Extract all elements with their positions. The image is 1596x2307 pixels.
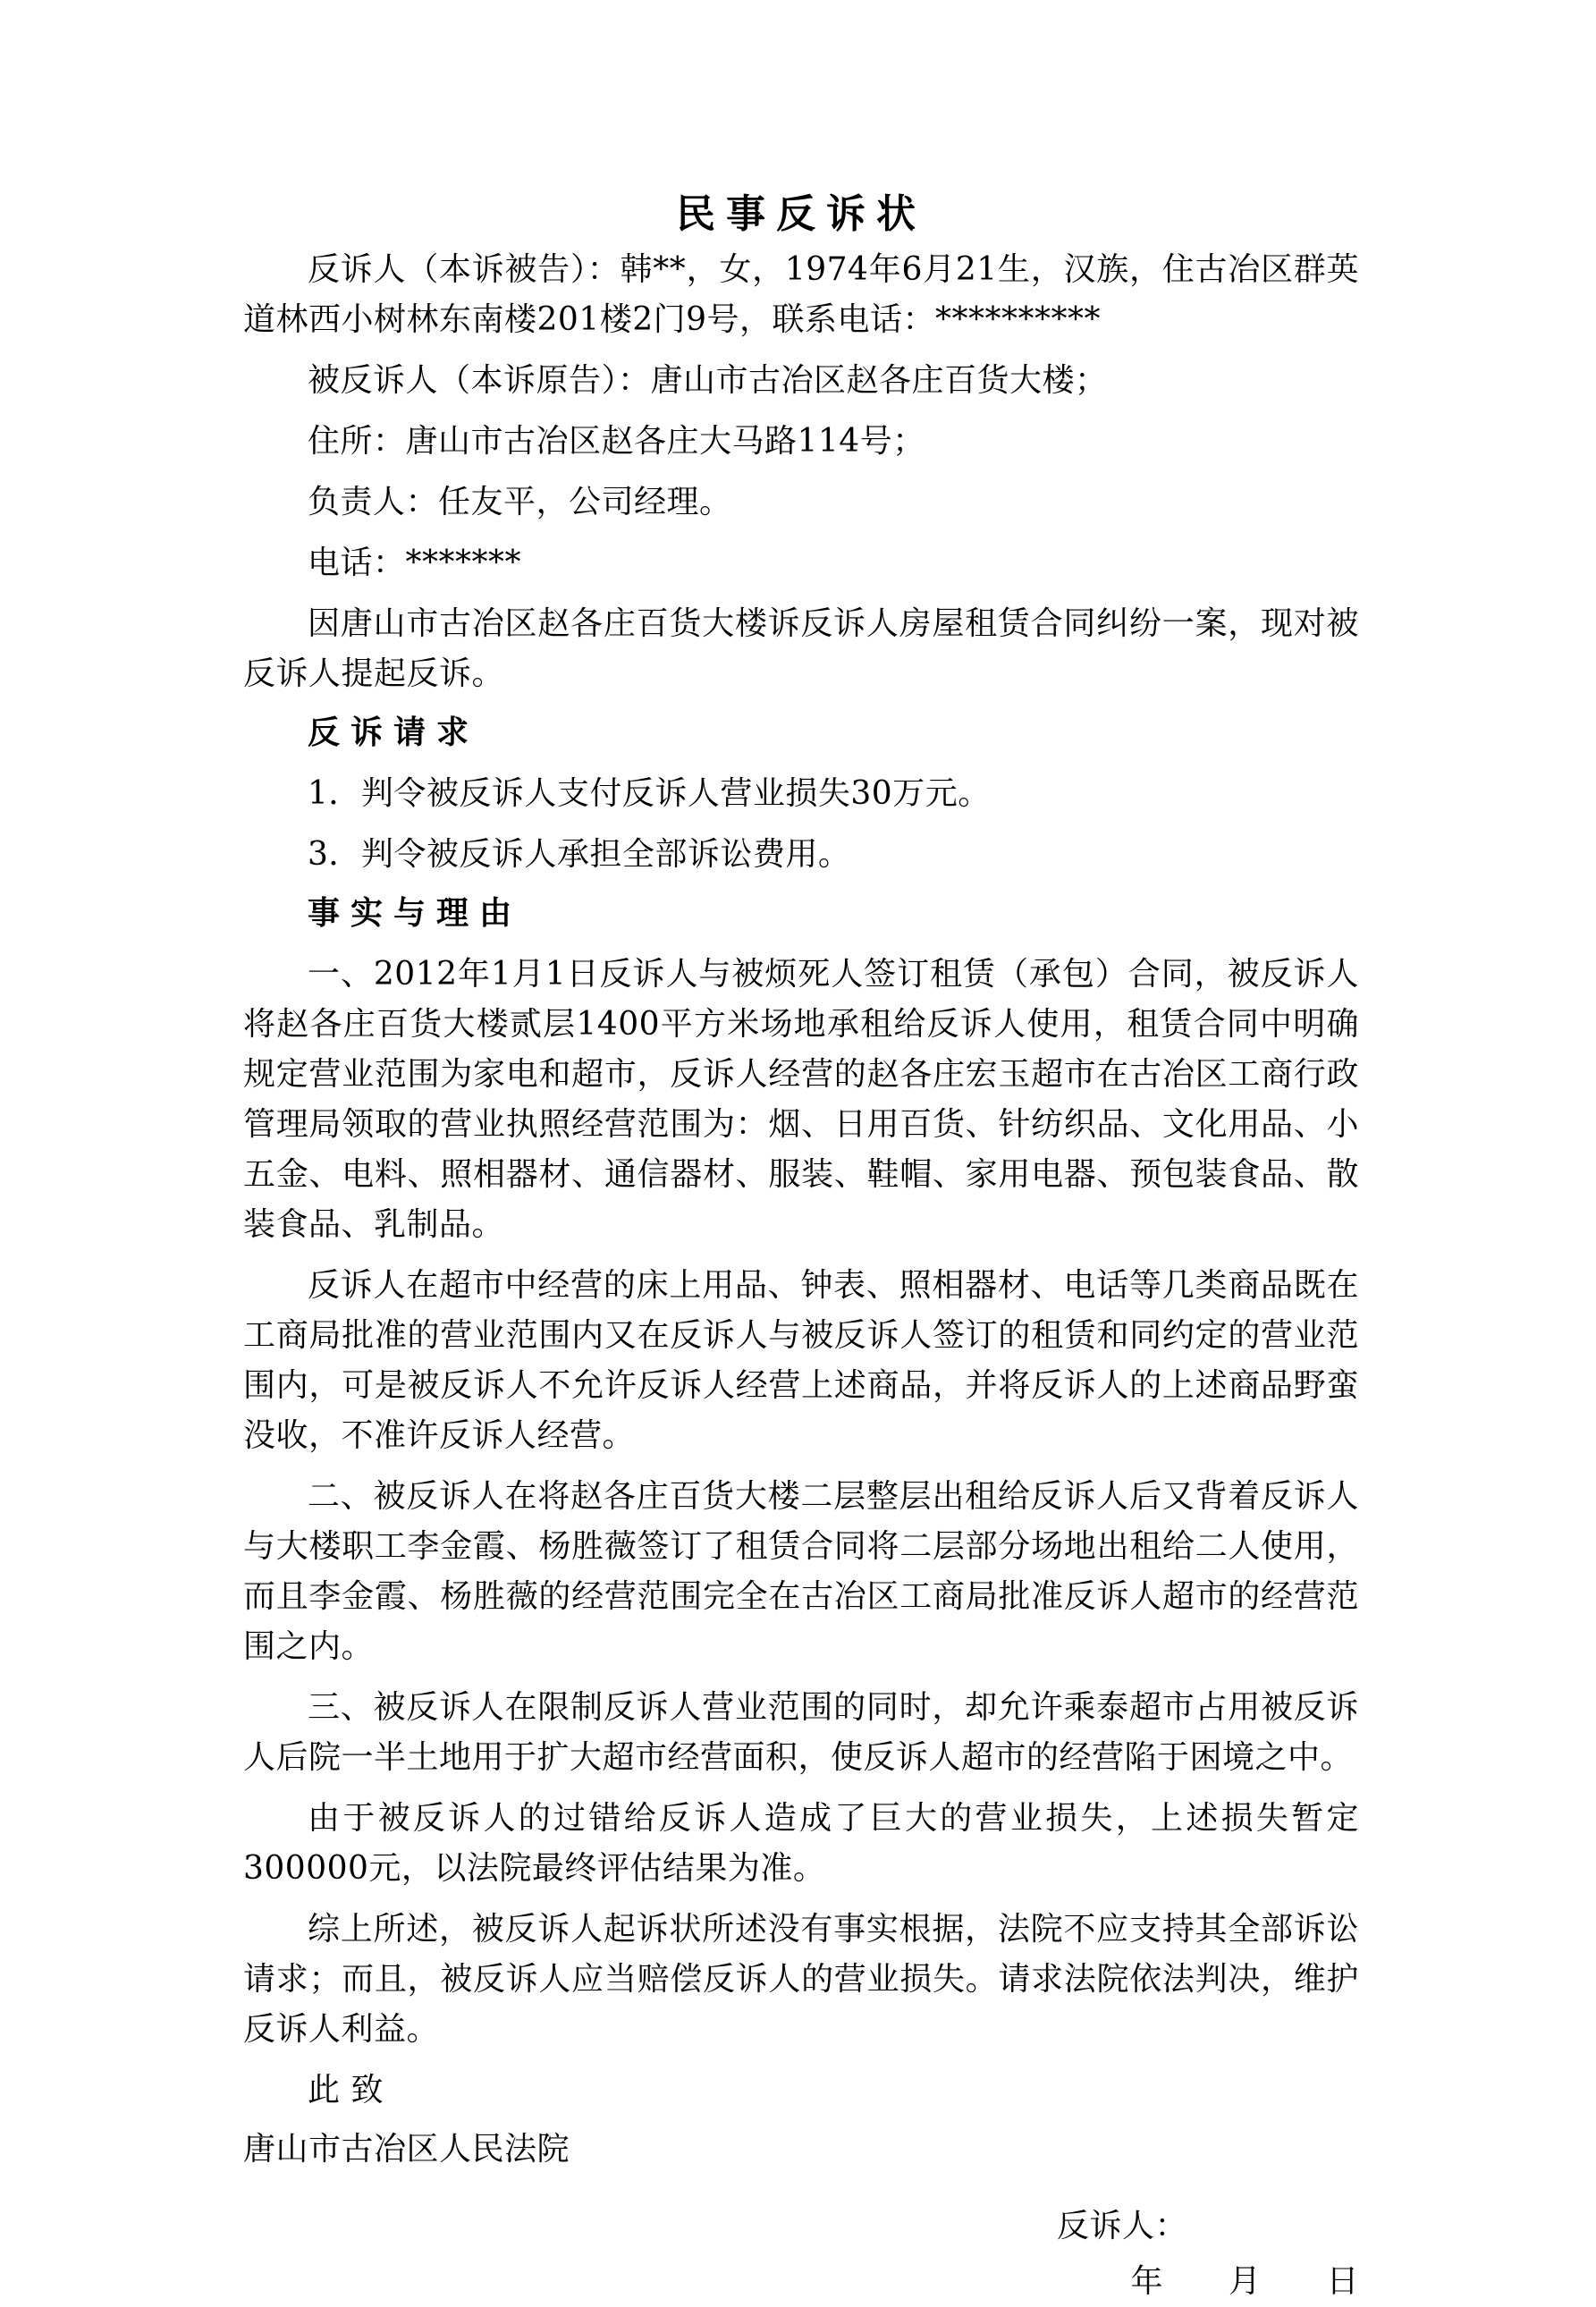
signer-label: 反诉人： [1057,2208,1188,2244]
salutation: 此 致 [308,2072,384,2108]
facts-paragraph: 三、被反诉人在限制反诉人营业范围的同时，却允许乘泰超市占用被反诉人后院一半土地用于扩大超市经营面积，使反诉人超市的经营陷于困境之中。 [243,1689,1359,1776]
facts-paragraph: 综上所述，被反诉人起诉状所述没有事实根据，法院不应支持其全部诉讼请求；而且，被反诉人应当赔偿反诉人的营业损失。请求法院依法判决，维护反诉人利益。 [243,1911,1359,2048]
document-title: 民事反诉状 [676,191,926,237]
document-page [243,188,1359,2307]
respondent-phone: 电话：******* [308,545,522,581]
facts-paragraph: 反诉人在超市中经营的床上用品、钟表、照相器材、电话等几类商品既在工商局批准的营业范围内又在反诉人与被反诉人签订的租赁和同约定的营业范围内，可是被反诉人不允许反诉人经营上述商品，并将反诉人的上述商品野蛮没收，不准许反诉人经营。 [243,1267,1359,1454]
respondent-address: 住所：唐山市古冶区赵各庄大马路114号； [308,423,925,460]
respondent-info: 被反诉人（本诉原告）：唐山市古冶区赵各庄百货大楼； [308,362,1108,399]
facts-paragraph: 二、被反诉人在将赵各庄百货大楼二层整层出租给反诉人后又背着反诉人与大楼职工李金霞、杨胜薇签订了租赁合同将二层部分场地出租给二人使用，而且李金霞、杨胜薇的经营范围完全在古冶区工商局批准反诉人超市的经营范围之内。 [243,1478,1359,1665]
date-line: 年 月 日 [1130,2263,1359,2300]
claim-item: 3．判令被反诉人承担全部诉讼费用。 [308,836,851,873]
facts-paragraph: 由于被反诉人的过错给反诉人造成了巨大的营业损失，上述损失暂定300000元，以法院最终评估结果为准。 [243,1800,1359,1887]
claims-heading: 反诉请求 [308,714,480,751]
court-name: 唐山市古冶区人民法院 [243,2131,570,2168]
claim-item: 1．判令被反诉人支付反诉人营业损失30万元。 [308,775,991,812]
person-in-charge: 负责人：任友平，公司经理。 [308,484,732,520]
facts-paragraph: 一、2012年1月1日反诉人与被烦死人签订租赁（承包）合同，被反诉人将赵各庄百货大楼贰层1400平方米场地承租给反诉人使用，租赁合同中明确规定营业范围为家电和超市，反诉人经营的赵各庄宏玉超市在古冶区工商行政管理局领取的营业执照经营范围为：烟、日用百货、针纺织品、文化用品、小五金、电料、照相器材、通信器材、服装、鞋帽、家用电器、预包装食品、散装食品、乳制品。 [243,956,1359,1243]
facts-heading: 事实与理由 [308,895,523,932]
intro-paragraph: 因唐山市古冶区赵各庄百货大楼诉反诉人房屋租赁合同纠纷一案，现对被反诉人提起反诉。 [243,605,1359,692]
counterclaimant-info: 反诉人（本诉被告）：韩**，女，1974年6月21生，汉族，住古冶区群英道林西小树林东南楼201楼2门9号，联系电话：********** [243,251,1359,338]
